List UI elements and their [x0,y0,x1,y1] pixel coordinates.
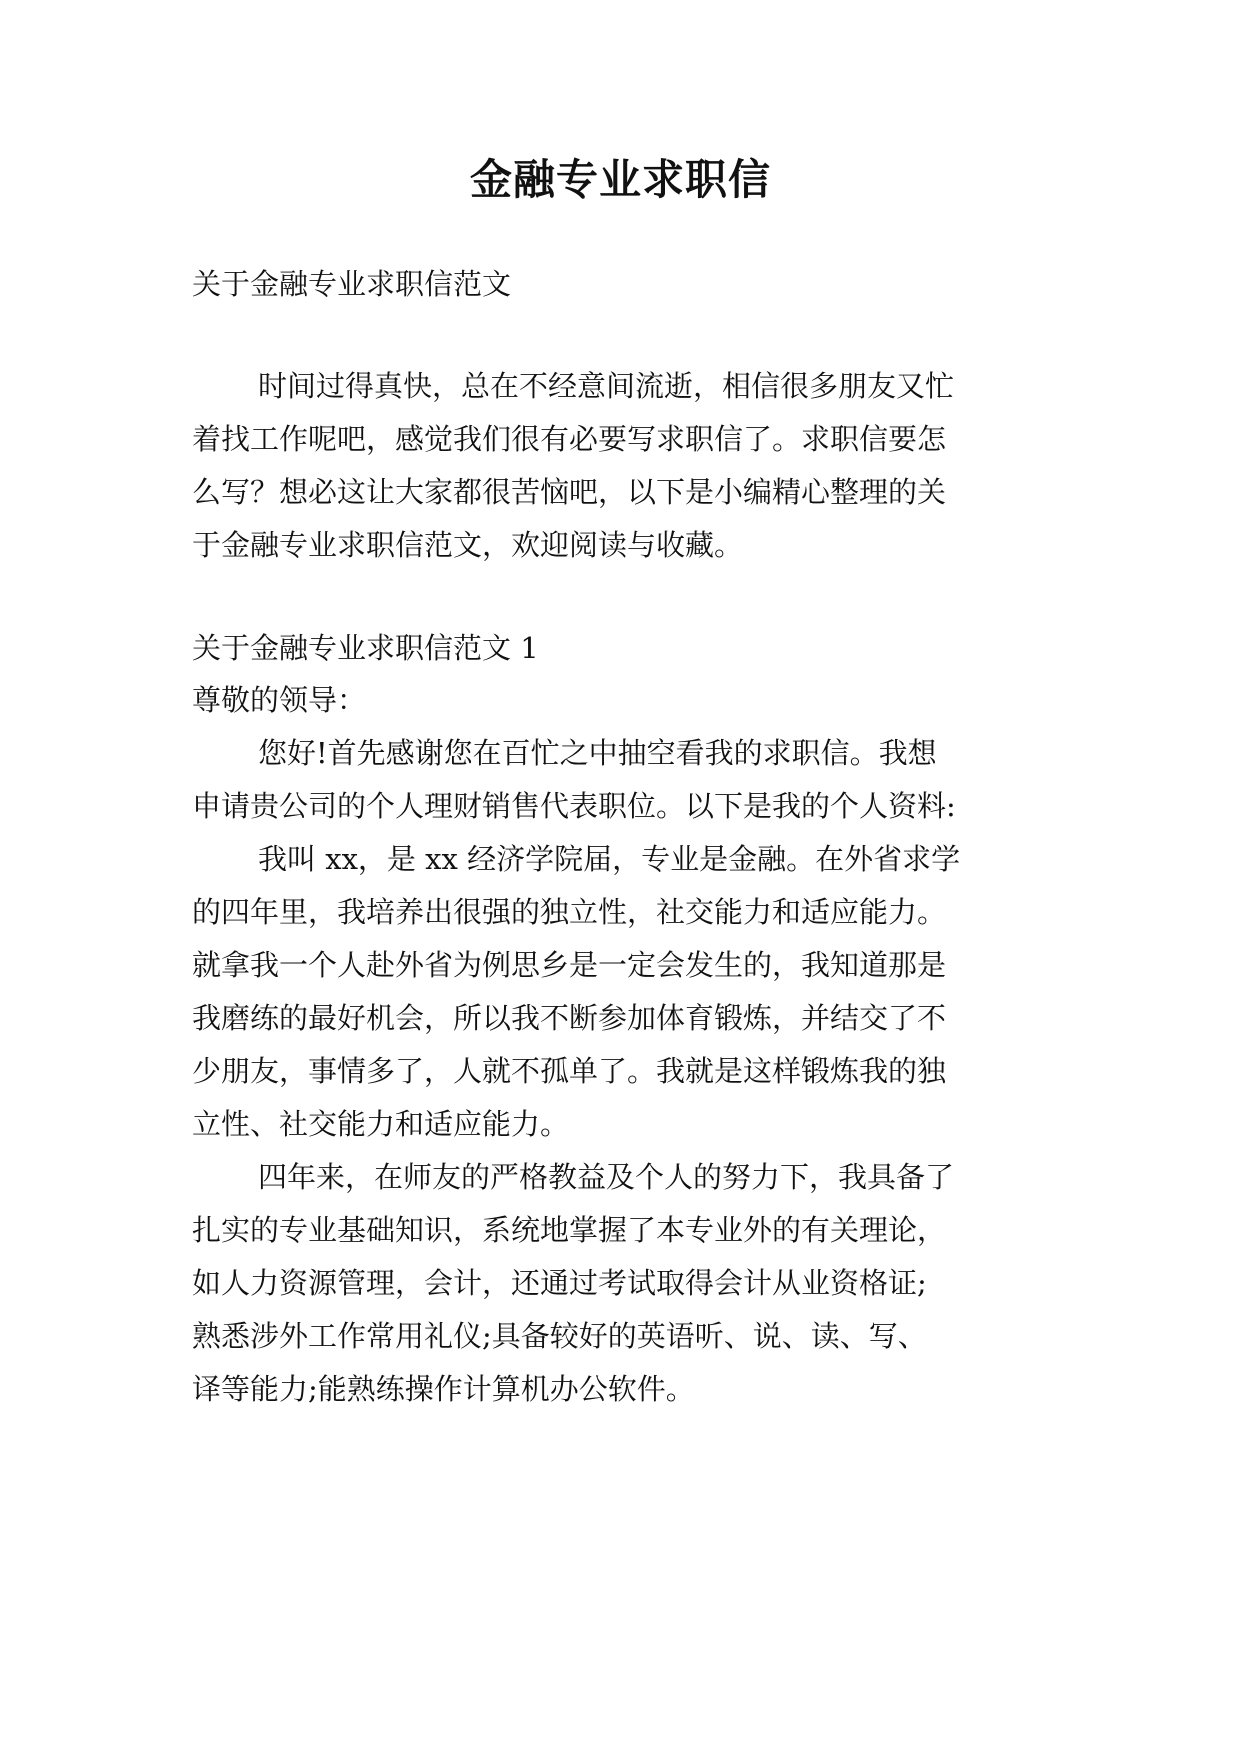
para3-line-2: 扎实的专业基础知识，系统地掌握了本专业外的有关理论， [192,1213,947,1247]
para3-line-4: 熟悉涉外工作常用礼仪;具备较好的英语听、说、读、写、 [192,1319,927,1353]
para1-line-2: 申请贵公司的个人理财销售代表职位。以下是我的个人资料: [192,789,956,823]
para2-line-5: 少朋友，事情多了，人就不孤单了。我就是这样锻炼我的独 [192,1054,947,1088]
section-heading: 关于金融专业求职信范文 1 [192,631,539,665]
para1-line-1: 您好!首先感谢您在百忙之中抽空看我的求职信。我想 [258,736,937,770]
document-title: 金融专业求职信 [469,155,771,204]
para3-line-1: 四年来，在师友的严格教益及个人的努力下，我具备了 [258,1160,955,1194]
intro-line-1: 时间过得真快，总在不经意间流逝，相信很多朋友又忙 [258,369,955,403]
para2-line-2: 的四年里，我培养出很强的独立性，社交能力和适应能力。 [192,895,947,929]
para2-line-6: 立性、社交能力和适应能力。 [192,1107,570,1141]
para2-line-3: 就拿我一个人赴外省为例思乡是一定会发生的，我知道那是 [192,948,947,982]
para2-line-1: 我叫 xx，是 xx 经济学院届，专业是金融。在外省求学 [258,842,961,876]
intro-line-4: 于金融专业求职信范文，欢迎阅读与收藏。 [192,528,744,562]
salutation: 尊敬的领导： [192,683,367,717]
intro-line-3: 么写？想必这让大家都很苦恼吧，以下是小编精心整理的关 [192,475,947,509]
subtitle: 关于金融专业求职信范文 [192,267,512,301]
para2-line-4: 我磨练的最好机会，所以我不断参加体育锻炼，并结交了不 [192,1001,947,1035]
para3-line-3: 如人力资源管理，会计，还通过考试取得会计从业资格证; [192,1266,927,1300]
intro-line-2: 着找工作呢吧，感觉我们很有必要写求职信了。求职信要怎 [192,422,947,456]
para3-line-5: 译等能力;能熟练操作计算机办公软件。 [192,1372,695,1406]
